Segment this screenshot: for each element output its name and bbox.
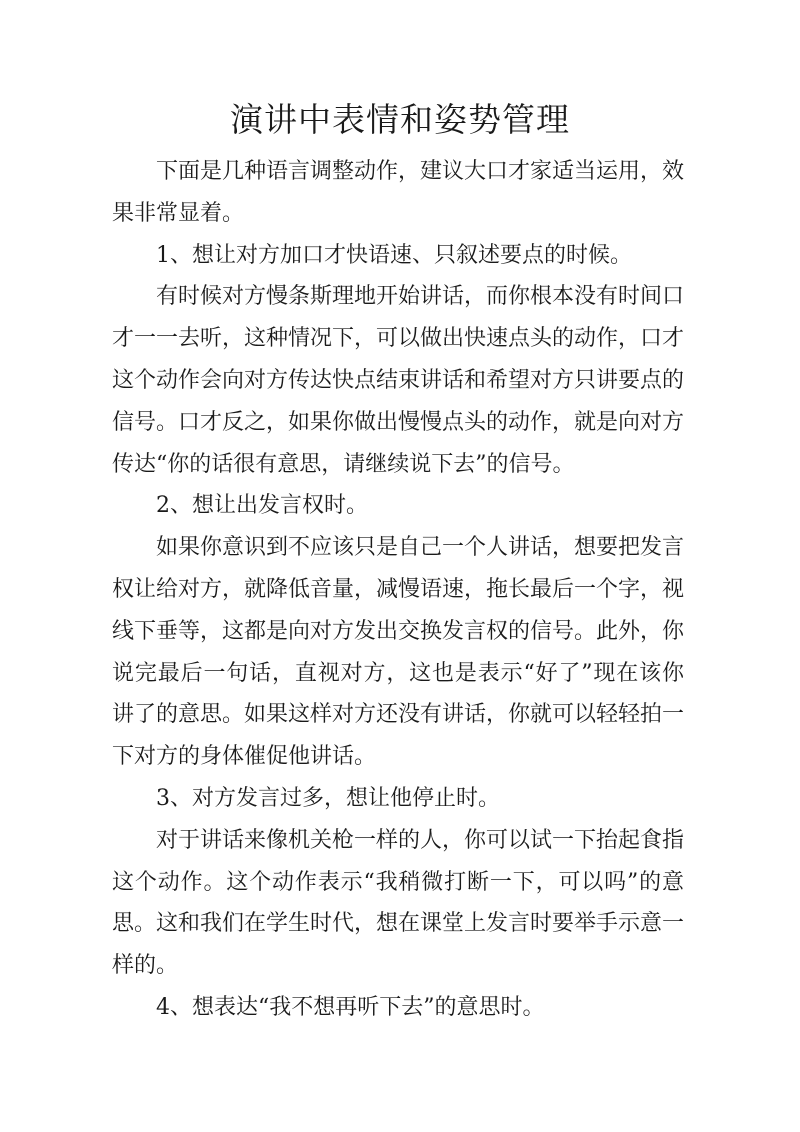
paragraph-intro: 下面是几种语言调整动作，建议大口才家适当运用，效果非常显着。 — [112, 159, 685, 226]
paragraph-body-1: 有时候对方慢条斯理地开始讲话，而你根本没有时间口才一一去听，这种情况下，可以做出快速点头的动作，口才这个动作会向对方传达快点结束讲话和希望对方只讲要点的信号。口才反之，如果你做出慢慢点头的动作，就是向对方传达“你的话很有意思，请继续说下去”的信号。 — [112, 284, 685, 477]
paragraph-heading-1: 1、想让对方加口才快语速、只叙述要点的时候。 — [156, 242, 632, 268]
document-title: 演讲中表情和姿势管理 — [230, 100, 570, 139]
paragraph-heading-2: 2、想让出发言权时。 — [156, 493, 368, 519]
paragraph-heading-3: 3、对方发言过多，想让他停止时。 — [156, 785, 500, 811]
paragraph-body-3: 对于讲话来像机关枪一样的人，你可以试一下抬起食指这个动作。这个动作表示“我稍微打断一下，可以吗”的意思。这和我们在学生时代，想在课堂上发言时要举手示意一样的。 — [112, 827, 685, 979]
document-body — [112, 151, 684, 1029]
paragraph-heading-4: 4、想表达“我不想再听下去”的意思时。 — [156, 994, 545, 1020]
paragraph-body-2: 如果你意识到不应该只是自己一个人讲话，想要把发言权让给对方，就降低音量，减慢语速，拖长最后一个字，视线下垂等，这都是向对方发出交换发言权的信号。此外，你说完最后一句话，直视对方，这也是表示“好了”现在该你讲了的意思。如果这样对方还没有讲话，你就可以轻轻拍一下对方的身体催促他讲话。 — [112, 535, 685, 770]
